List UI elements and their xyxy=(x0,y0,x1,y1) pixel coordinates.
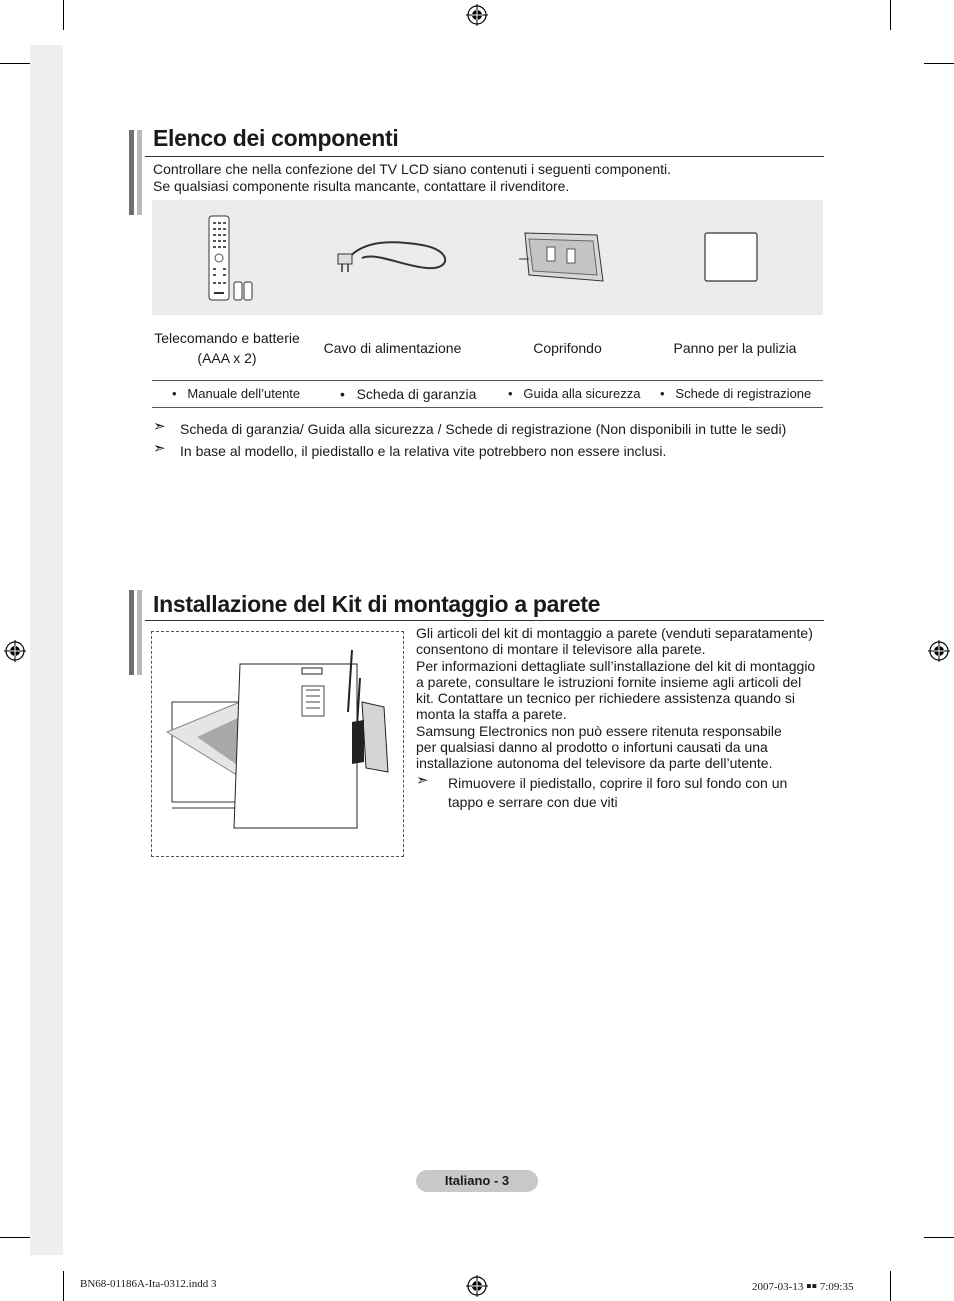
crop-mark xyxy=(0,63,30,64)
timestamp-slug: 2007-03-13 ￭￭ 7:09:35 xyxy=(752,1281,854,1293)
remote-control-icon xyxy=(204,214,264,304)
body-text: Per informazioni dettagliate sull’installazione del kit di montaggio xyxy=(416,658,816,674)
components-image-band xyxy=(152,200,823,315)
section-marker xyxy=(137,590,142,675)
crop-mark xyxy=(890,0,891,30)
cover-icon xyxy=(517,225,607,285)
margin-strip xyxy=(30,45,63,1255)
body-text: monta la staffa a parete. xyxy=(416,706,567,722)
registration-mark-icon xyxy=(466,4,488,26)
crop-mark xyxy=(890,1271,891,1301)
docs-rule-bottom xyxy=(152,407,823,408)
power-cord-icon xyxy=(332,230,457,280)
note-text: Rimuovere il piedistallo, coprire il foro sul fondo con un xyxy=(448,775,788,791)
item-caption: Telecomando e batterie (AAA x 2) xyxy=(154,330,300,366)
section-marker xyxy=(129,130,134,215)
note-text: Scheda di garanzia/ Guida alla sicurezza / Schede di registrazione (Non disponibili in tutte le sedi) xyxy=(180,421,787,437)
intro-text: Controllare che nella confezione del TV LCD siano contenuti i seguenti componenti. xyxy=(153,161,672,177)
registration-mark-icon xyxy=(928,640,950,662)
section-marker xyxy=(129,590,134,675)
item-caption: Coprifondo xyxy=(533,340,602,356)
registration-mark-icon xyxy=(4,640,26,662)
doc-item: • Manuale dell’utente xyxy=(172,386,301,401)
crop-mark xyxy=(924,63,954,64)
item-caption: Cavo di alimentazione xyxy=(323,340,462,356)
body-text: consentono di montare il televisore alla parete. xyxy=(416,641,706,657)
title-rule xyxy=(145,620,824,621)
body-text: per qualsiasi danno al prodotto o infortuni causati da una xyxy=(416,739,768,755)
section-title: Installazione del Kit di montaggio a parete xyxy=(153,591,601,617)
note-arrow-icon: ➣ xyxy=(153,440,166,457)
crop-mark xyxy=(0,1237,30,1238)
note-text: tappo e serrare con due viti xyxy=(448,794,618,810)
section-marker xyxy=(137,130,142,215)
body-text: Samsung Electronics non può essere ritenuta responsabile xyxy=(416,723,782,739)
doc-item: • Schede di registrazione xyxy=(660,386,812,401)
registration-mark-icon xyxy=(466,1275,488,1297)
page-number-badge: Italiano - 3 xyxy=(416,1170,538,1192)
tv-back-illustration xyxy=(152,632,403,856)
file-slug: BN68-01186A-Ita-0312.indd 3 xyxy=(80,1278,217,1290)
body-text: a parete, consultare le istruzioni fornite insieme agli articoli del xyxy=(416,674,802,690)
doc-item: • Scheda di garanzia xyxy=(340,386,477,402)
note-arrow-icon: ➣ xyxy=(416,772,429,789)
crop-mark xyxy=(924,1237,954,1238)
section-title: Elenco dei componenti xyxy=(153,125,399,151)
wall-mount-illustration xyxy=(151,631,404,857)
crop-mark xyxy=(63,1271,64,1301)
title-rule xyxy=(145,156,824,157)
cleaning-cloth-icon xyxy=(702,230,762,285)
item-caption: Panno per la pulizia xyxy=(673,340,797,356)
body-text: Gli articoli del kit di montaggio a parete (venduti separatamente) xyxy=(416,625,813,641)
body-text: kit. Contattare un tecnico per richiedere assistenza quando si xyxy=(416,690,795,706)
docs-rule-top xyxy=(152,380,823,381)
crop-mark xyxy=(63,0,64,30)
note-arrow-icon: ➣ xyxy=(153,418,166,435)
intro-text: Se qualsiasi componente risulta mancante, contattare il rivenditore. xyxy=(153,178,570,194)
body-text: installazione autonoma del televisore da parte dell’utente. xyxy=(416,755,773,771)
note-text: In base al modello, il piedistallo e la relativa vite potrebbero non essere inclusi. xyxy=(180,443,667,459)
doc-item: • Guida alla sicurezza xyxy=(508,386,641,401)
